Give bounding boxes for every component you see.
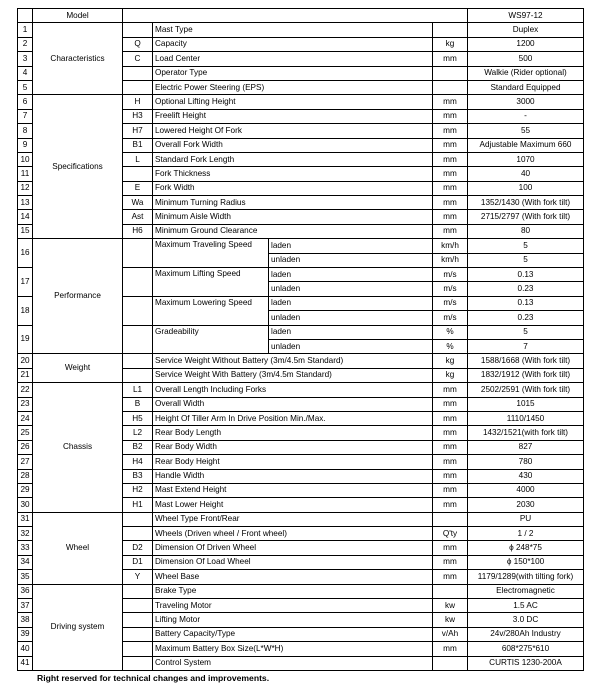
spec-value: - — [468, 109, 584, 123]
spec-symbol: H7 — [123, 124, 153, 138]
spec-value: 0.13 — [468, 296, 584, 310]
spec-unit: mm — [433, 397, 468, 411]
row-number: 11 — [18, 167, 33, 181]
spec-value: 500 — [468, 52, 584, 66]
spec-unit: mm — [433, 541, 468, 555]
table-row — [18, 95, 584, 109]
row-number: 17 — [18, 268, 33, 297]
spec-unit — [433, 66, 468, 80]
spec-unit: mm — [433, 498, 468, 512]
spec-value: 430 — [468, 469, 584, 483]
spec-symbol — [123, 512, 153, 526]
spec-symbol: E — [123, 181, 153, 195]
spec-symbol — [123, 627, 153, 641]
spec-symbol: B3 — [123, 469, 153, 483]
spec-unit: km/h — [433, 253, 468, 267]
row-number: 9 — [18, 138, 33, 152]
spec-value: 100 — [468, 181, 584, 195]
spec-symbol — [123, 599, 153, 613]
spec-unit: mm — [433, 152, 468, 166]
spec-symbol: Y — [123, 570, 153, 584]
spec-symbol: B2 — [123, 440, 153, 454]
row-number: 29 — [18, 483, 33, 497]
spec-value: 5 — [468, 239, 584, 253]
row-number: 5 — [18, 80, 33, 94]
spec-symbol: H1 — [123, 498, 153, 512]
spec-symbol: Wa — [123, 196, 153, 210]
spec-unit: km/h — [433, 239, 468, 253]
spec-unit: mm — [433, 555, 468, 569]
spec-item: Minimum Turning Radius — [153, 196, 433, 210]
row-number: 4 — [18, 66, 33, 80]
footer-note: Right reserved for technical changes and improvements. — [37, 673, 270, 683]
spec-symbol: H3 — [123, 109, 153, 123]
spec-condition: laden — [269, 268, 433, 282]
spec-unit: mm — [433, 210, 468, 224]
spec-unit: kg — [433, 37, 468, 51]
spec-item: Control System — [153, 656, 433, 670]
spec-condition: unladen — [269, 253, 433, 267]
row-number: 8 — [18, 124, 33, 138]
row-number: 20 — [18, 354, 33, 368]
spec-item: Wheel Base — [153, 570, 433, 584]
spec-value: 1015 — [468, 397, 584, 411]
spec-unit: mm — [433, 138, 468, 152]
spec-value: 827 — [468, 440, 584, 454]
spec-item: Fork Width — [153, 181, 433, 195]
row-number: 10 — [18, 152, 33, 166]
spec-value: 3.0 DC — [468, 613, 584, 627]
spec-condition: unladen — [269, 282, 433, 296]
row-number: 34 — [18, 555, 33, 569]
spec-item: Wheel Type Front/Rear — [153, 512, 433, 526]
spec-condition: laden — [269, 325, 433, 339]
spec-item: Rear Body Height — [153, 455, 433, 469]
spec-value: 3000 — [468, 95, 584, 109]
spec-item: Wheels (Driven wheel / Front wheel) — [153, 527, 433, 541]
row-number: 38 — [18, 613, 33, 627]
spec-symbol — [123, 354, 153, 368]
row-number: 24 — [18, 411, 33, 425]
spec-value: 1352/1430 (With fork tilt) — [468, 196, 584, 210]
row-number: 16 — [18, 239, 33, 268]
spec-symbol — [123, 613, 153, 627]
spec-unit: mm — [433, 124, 468, 138]
spec-condition: laden — [269, 296, 433, 310]
spec-item: Rear Body Width — [153, 440, 433, 454]
spec-symbol: L2 — [123, 426, 153, 440]
spec-item: Overall Length Including Forks — [153, 383, 433, 397]
spec-item: Dimension Of Load Wheel — [153, 555, 433, 569]
table-row — [18, 383, 584, 397]
row-number: 31 — [18, 512, 33, 526]
spec-symbol: C — [123, 52, 153, 66]
spec-symbol — [123, 656, 153, 670]
spec-value: 0.23 — [468, 282, 584, 296]
spec-value: 1 / 2 — [468, 527, 584, 541]
spec-item: Brake Type — [153, 584, 433, 598]
row-number: 12 — [18, 181, 33, 195]
spec-symbol: D2 — [123, 541, 153, 555]
spec-value: 1070 — [468, 152, 584, 166]
spec-condition: laden — [269, 239, 433, 253]
spec-unit: mm — [433, 52, 468, 66]
spec-symbol — [123, 368, 153, 382]
row-number: 23 — [18, 397, 33, 411]
spec-value: 1432/1521(with fork tilt) — [468, 426, 584, 440]
spec-item: Mast Lower Height — [153, 498, 433, 512]
spec-symbol: H6 — [123, 224, 153, 238]
spec-unit: v/Ah — [433, 627, 468, 641]
spec-condition: unladen — [269, 311, 433, 325]
spec-unit — [433, 80, 468, 94]
spec-item: Load Center — [153, 52, 433, 66]
row-number: 37 — [18, 599, 33, 613]
group-label: Driving system — [33, 584, 123, 670]
row-number: 28 — [18, 469, 33, 483]
spec-value: 1200 — [468, 37, 584, 51]
spec-item: Height Of Tiller Arm In Drive Position Min./Max. — [153, 411, 433, 425]
spec-value: 0.23 — [468, 311, 584, 325]
spec-value: 1179/1289(with tilting fork) — [468, 570, 584, 584]
group-label: Weight — [33, 354, 123, 383]
spec-item: Maximum Lowering Speed — [153, 296, 269, 325]
row-number: 14 — [18, 210, 33, 224]
row-number: 26 — [18, 440, 33, 454]
spec-value: Duplex — [468, 23, 584, 37]
spec-item: Overall Fork Width — [153, 138, 433, 152]
spec-item: Standard Fork Length — [153, 152, 433, 166]
row-number: 13 — [18, 196, 33, 210]
spec-value: 2502/2591 (With fork tilt) — [468, 383, 584, 397]
spec-symbol — [123, 584, 153, 598]
row-number: 35 — [18, 570, 33, 584]
spec-value: 1588/1668 (With fork tilt) — [468, 354, 584, 368]
spec-value: 80 — [468, 224, 584, 238]
row-number: 30 — [18, 498, 33, 512]
spec-unit: mm — [433, 167, 468, 181]
spec-value: 4000 — [468, 483, 584, 497]
group-label: Specifications — [33, 95, 123, 239]
spec-value: 55 — [468, 124, 584, 138]
spec-item: Gradeability — [153, 325, 269, 354]
row-number: 7 — [18, 109, 33, 123]
spec-symbol — [123, 167, 153, 181]
spec-item: Maximum Battery Box Size(L*W*H) — [153, 642, 433, 656]
spec-symbol: H2 — [123, 483, 153, 497]
spec-symbol — [123, 66, 153, 80]
group-label: Characteristics — [33, 23, 123, 95]
spec-unit — [433, 584, 468, 598]
spec-unit: % — [433, 325, 468, 339]
spec-unit: mm — [433, 642, 468, 656]
spec-item: Operator Type — [153, 66, 433, 80]
spec-table — [17, 8, 584, 671]
group-label: Chassis — [33, 383, 123, 513]
spec-value: 24v/280Ah Industry — [468, 627, 584, 641]
spec-unit: m/s — [433, 282, 468, 296]
spec-unit: mm — [433, 181, 468, 195]
spec-unit: kg — [433, 368, 468, 382]
spec-item: Lifting Motor — [153, 613, 433, 627]
spec-item: Dimension Of Driven Wheel — [153, 541, 433, 555]
spec-value: Walkie (Rider optional) — [468, 66, 584, 80]
row-number: 27 — [18, 455, 33, 469]
spec-unit: m/s — [433, 268, 468, 282]
row-number: 39 — [18, 627, 33, 641]
table-row — [18, 239, 584, 253]
spec-item: Maximum Lifting Speed — [153, 268, 269, 297]
spec-unit: kw — [433, 599, 468, 613]
spec-symbol: H — [123, 95, 153, 109]
spec-unit — [433, 23, 468, 37]
spec-value: ϕ 248*75 — [468, 541, 584, 555]
row-number: 33 — [18, 541, 33, 555]
row-number: 36 — [18, 584, 33, 598]
model-corner-cell — [18, 9, 33, 23]
spec-item: Mast Extend Height — [153, 483, 433, 497]
spec-unit: m/s — [433, 311, 468, 325]
spec-item: Handle Width — [153, 469, 433, 483]
row-number: 22 — [18, 383, 33, 397]
spec-item: Overall Width — [153, 397, 433, 411]
spec-value: 1.5 AC — [468, 599, 584, 613]
spec-value: 2715/2797 (With fork tilt) — [468, 210, 584, 224]
spec-unit: mm — [433, 411, 468, 425]
spec-unit: m/s — [433, 296, 468, 310]
spec-value: 1832/1912 (With fork tilt) — [468, 368, 584, 382]
spec-item: Service Weight Without Battery (3m/4.5m Standard) — [153, 354, 433, 368]
row-number: 41 — [18, 656, 33, 670]
spec-value: 5 — [468, 325, 584, 339]
spec-symbol — [123, 325, 153, 354]
spec-symbol: L1 — [123, 383, 153, 397]
row-number: 15 — [18, 224, 33, 238]
spec-unit: mm — [433, 196, 468, 210]
spec-value: Electromagnetic — [468, 584, 584, 598]
spec-value: PU — [468, 512, 584, 526]
spec-symbol — [123, 642, 153, 656]
row-number: 21 — [18, 368, 33, 382]
spec-value: CURTIS 1230-200A — [468, 656, 584, 670]
spec-symbol: H4 — [123, 455, 153, 469]
spec-item: Lowered Height Of Fork — [153, 124, 433, 138]
table-row — [18, 584, 584, 598]
table-row — [18, 23, 584, 37]
spec-unit: mm — [433, 469, 468, 483]
spec-value: 7 — [468, 339, 584, 353]
spec-value: 608*275*610 — [468, 642, 584, 656]
spec-unit: mm — [433, 483, 468, 497]
spec-symbol: Q — [123, 37, 153, 51]
spec-item: Service Weight With Battery (3m/4.5m Standard) — [153, 368, 433, 382]
spec-item: Minimum Ground Clearance — [153, 224, 433, 238]
spec-unit — [433, 656, 468, 670]
model-blank-cell — [123, 9, 468, 23]
spec-unit: kw — [433, 613, 468, 627]
spec-item: Battery Capacity/Type — [153, 627, 433, 641]
spec-value: 1110/1450 — [468, 411, 584, 425]
spec-symbol: H5 — [123, 411, 153, 425]
spec-item: Fork Thickness — [153, 167, 433, 181]
spec-unit: mm — [433, 426, 468, 440]
spec-value: Standard Equipped — [468, 80, 584, 94]
group-label: Wheel — [33, 512, 123, 584]
group-label: Performance — [33, 239, 123, 354]
spec-value: 0.13 — [468, 268, 584, 282]
row-number: 3 — [18, 52, 33, 66]
spec-symbol — [123, 239, 153, 268]
spec-symbol — [123, 80, 153, 94]
spec-unit: mm — [433, 440, 468, 454]
spec-symbol: Ast — [123, 210, 153, 224]
spec-value: 40 — [468, 167, 584, 181]
spec-unit: kg — [433, 354, 468, 368]
table-row — [18, 354, 584, 368]
spec-unit: mm — [433, 570, 468, 584]
spec-symbol: L — [123, 152, 153, 166]
spec-unit: % — [433, 339, 468, 353]
spec-symbol — [123, 527, 153, 541]
row-number: 25 — [18, 426, 33, 440]
spec-symbol — [123, 296, 153, 325]
spec-unit: Q'ty — [433, 527, 468, 541]
spec-unit: mm — [433, 455, 468, 469]
spec-value: Adjustable Maximum 660 — [468, 138, 584, 152]
spec-item: Mast Type — [153, 23, 433, 37]
spec-symbol: B — [123, 397, 153, 411]
model-label: Model — [33, 9, 123, 23]
spec-symbol — [123, 23, 153, 37]
spec-symbol: D1 — [123, 555, 153, 569]
spec-unit — [433, 512, 468, 526]
spec-unit: mm — [433, 383, 468, 397]
spec-item: Minimum Aisle Width — [153, 210, 433, 224]
spec-item: Traveling Motor — [153, 599, 433, 613]
spec-symbol: B1 — [123, 138, 153, 152]
spec-unit: mm — [433, 224, 468, 238]
spec-value: 5 — [468, 253, 584, 267]
spec-item: Electric Power Steering (EPS) — [153, 80, 433, 94]
row-number: 32 — [18, 527, 33, 541]
row-number: 18 — [18, 296, 33, 325]
spec-item: Optional Lifting Height — [153, 95, 433, 109]
spec-value: ϕ 150*100 — [468, 555, 584, 569]
row-number: 40 — [18, 642, 33, 656]
row-number: 1 — [18, 23, 33, 37]
spec-item: Rear Body Length — [153, 426, 433, 440]
spec-value: 780 — [468, 455, 584, 469]
model-row — [18, 9, 584, 23]
row-number: 19 — [18, 325, 33, 354]
spec-item: Capacity — [153, 37, 433, 51]
spec-condition: unladen — [269, 339, 433, 353]
row-number: 2 — [18, 37, 33, 51]
spec-item: Freelift Height — [153, 109, 433, 123]
spec-value: 2030 — [468, 498, 584, 512]
row-number: 6 — [18, 95, 33, 109]
spec-unit: mm — [433, 95, 468, 109]
spec-symbol — [123, 268, 153, 297]
table-row — [18, 512, 584, 526]
spec-item: Maximum Traveling Speed — [153, 239, 269, 268]
model-value: WS97-12 — [468, 9, 584, 23]
spec-unit: mm — [433, 109, 468, 123]
